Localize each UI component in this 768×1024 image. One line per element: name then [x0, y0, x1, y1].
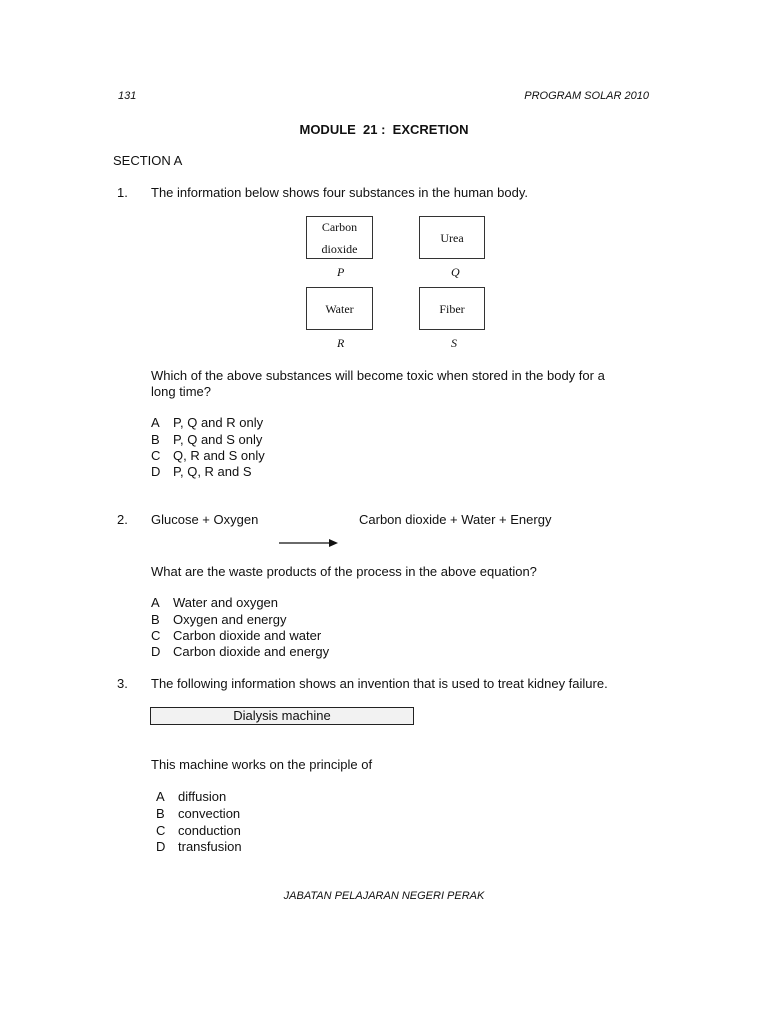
option-text: Oxygen and energy — [173, 612, 287, 627]
option-text: transfusion — [178, 839, 242, 854]
q3-question: This machine works on the principle of — [151, 757, 373, 772]
option-letter: A — [151, 415, 160, 430]
option-text: P, Q and R only — [173, 415, 264, 430]
q2-option-a[interactable] — [151, 595, 278, 610]
q3-option-c[interactable] — [156, 823, 241, 838]
option-text: convection — [178, 806, 241, 821]
option-text: Q, R and S only — [173, 448, 265, 463]
substance-box-p — [306, 216, 373, 259]
substance-letter-r: R — [337, 336, 345, 350]
substance-r-label: Water — [325, 301, 354, 316]
substance-letter-s: S — [451, 336, 457, 350]
q1-option-b[interactable] — [151, 432, 262, 447]
option-text: Carbon dioxide and energy — [173, 644, 330, 659]
option-letter: D — [151, 644, 161, 659]
option-text: P, Q, R and S — [173, 464, 252, 479]
page-footer: JABATAN PELAJARAN NEGERI PERAK — [283, 890, 485, 902]
option-letter: D — [151, 464, 161, 479]
q1-option-a[interactable] — [151, 415, 263, 430]
substance-s-label: Fiber — [439, 301, 465, 316]
q3-number: 3. — [117, 676, 128, 691]
q3-option-b[interactable] — [156, 806, 240, 821]
option-text: diffusion — [178, 789, 227, 804]
substance-box-s — [419, 287, 485, 330]
q1-option-d[interactable] — [151, 464, 252, 479]
reaction-arrow-icon — [278, 537, 340, 549]
substance-letter-p: P — [337, 265, 345, 279]
option-letter: A — [156, 789, 165, 804]
option-text: Carbon dioxide and water — [173, 628, 322, 643]
q2-question: What are the waste products of the process in the above equation? — [151, 564, 537, 579]
q2-option-b[interactable] — [151, 612, 286, 627]
q3-text: The following information shows an invention that is used to treat kidney failure. — [151, 676, 608, 691]
substance-box-q — [419, 216, 485, 259]
q1-question-line2: long time? — [151, 384, 211, 399]
q2-reactants: Glucose + Oxygen — [151, 512, 259, 527]
substance-p-line2: dioxide — [321, 241, 358, 256]
invention-label: Dialysis machine — [233, 708, 331, 723]
option-letter: B — [151, 612, 160, 627]
option-text: Water and oxygen — [173, 595, 279, 610]
section-heading: SECTION A — [113, 153, 183, 168]
program-name: PROGRAM SOLAR 2010 — [524, 90, 649, 102]
q2-option-d[interactable] — [151, 644, 329, 659]
option-text: conduction — [178, 823, 241, 838]
q2-products: Carbon dioxide + Water + Energy — [359, 512, 552, 527]
option-letter: A — [151, 595, 160, 610]
q1-number: 1. — [117, 185, 128, 200]
option-letter: C — [156, 823, 166, 838]
option-letter: C — [151, 448, 161, 463]
page-number: 131 — [118, 90, 137, 102]
q3-option-a[interactable] — [156, 789, 226, 804]
q3-option-d[interactable] — [156, 839, 242, 854]
q2-option-c[interactable] — [151, 628, 321, 643]
q1-option-c[interactable] — [151, 448, 265, 463]
option-letter: B — [151, 432, 160, 447]
option-letter: D — [156, 839, 166, 854]
substance-p-line1: Carbon — [321, 219, 358, 234]
q1-text: The information below shows four substances in the human body. — [151, 185, 528, 200]
option-text: P, Q and S only — [173, 432, 263, 447]
option-letter: B — [156, 806, 165, 821]
substance-box-r — [306, 287, 373, 330]
substance-q-label: Urea — [440, 230, 464, 245]
option-letter: C — [151, 628, 161, 643]
invention-box — [150, 707, 414, 725]
q1-question-line1: Which of the above substances will become toxic when stored in the body for a — [151, 368, 605, 383]
q2-number: 2. — [117, 512, 128, 527]
page-title: MODULE 21 : EXCRETION — [299, 122, 469, 137]
substance-letter-q: Q — [451, 265, 460, 279]
